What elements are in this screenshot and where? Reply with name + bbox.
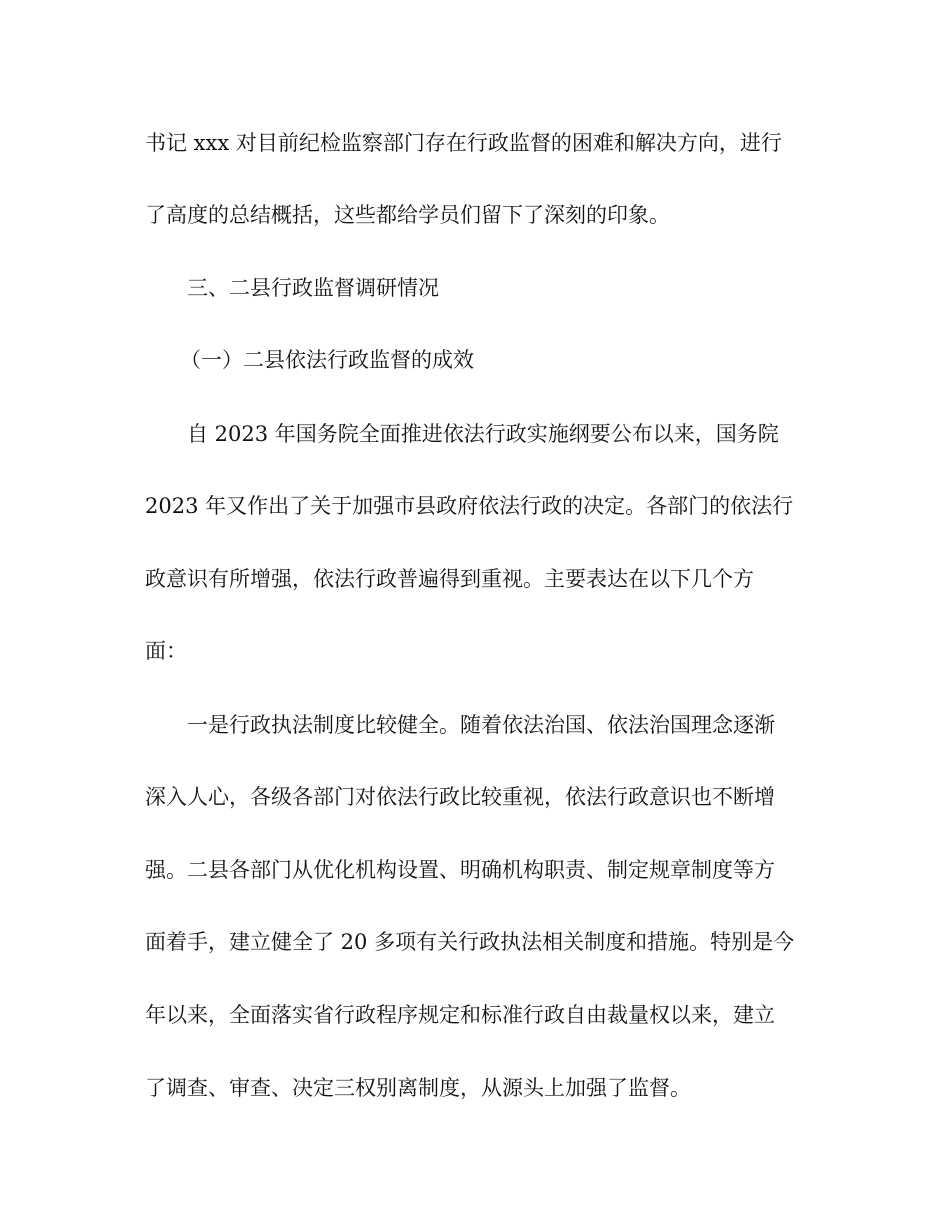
paragraph-line: 一是行政执法制度比较健全。随着依法治国、依法治国理念逐渐 [187,713,775,737]
paragraph-line: 面着手，建立健全了 20 多项有关行政执法相关制度和措施。特别是今 [145,930,795,954]
paragraph-line: 面： [145,639,187,663]
paragraph-line: 年以来，全面落实省行政程序规定和标准行政自由裁量权以来，建立 [145,1003,775,1027]
paragraph-line: 深入人心，各级各部门对依法行政比较重视，依法行政意识也不断增 [145,785,775,809]
paragraph-line: 了高度的总结概括，这些都给学员们留下了深刻的印象。 [145,203,670,227]
subsection-heading: （一）二县依法行政监督的成效 [180,348,474,372]
paragraph-line: 强。二县各部门从优化机构设置、明确机构职责、制定规章制度等方 [145,858,775,882]
section-heading: 三、二县行政监督调研情况 [187,276,439,300]
paragraph-line: 政意识有所增强，依法行政普遍得到重视。主要表达在以下几个方 [145,567,754,591]
paragraph-line: 了调查、审查、决定三权别离制度，从源头上加强了监督。 [145,1076,691,1100]
paragraph-line: 书记 xxx 对目前纪检监察部门存在行政监督的困难和解决方向，进行 [145,131,782,155]
paragraph-line: 2023 年又作出了关于加强市县政府依法行政的决定。各部门的依法行 [145,494,794,518]
paragraph-line: 自 2023 年国务院全面推进依法行政实施纲要公布以来，国务院 [187,422,779,446]
